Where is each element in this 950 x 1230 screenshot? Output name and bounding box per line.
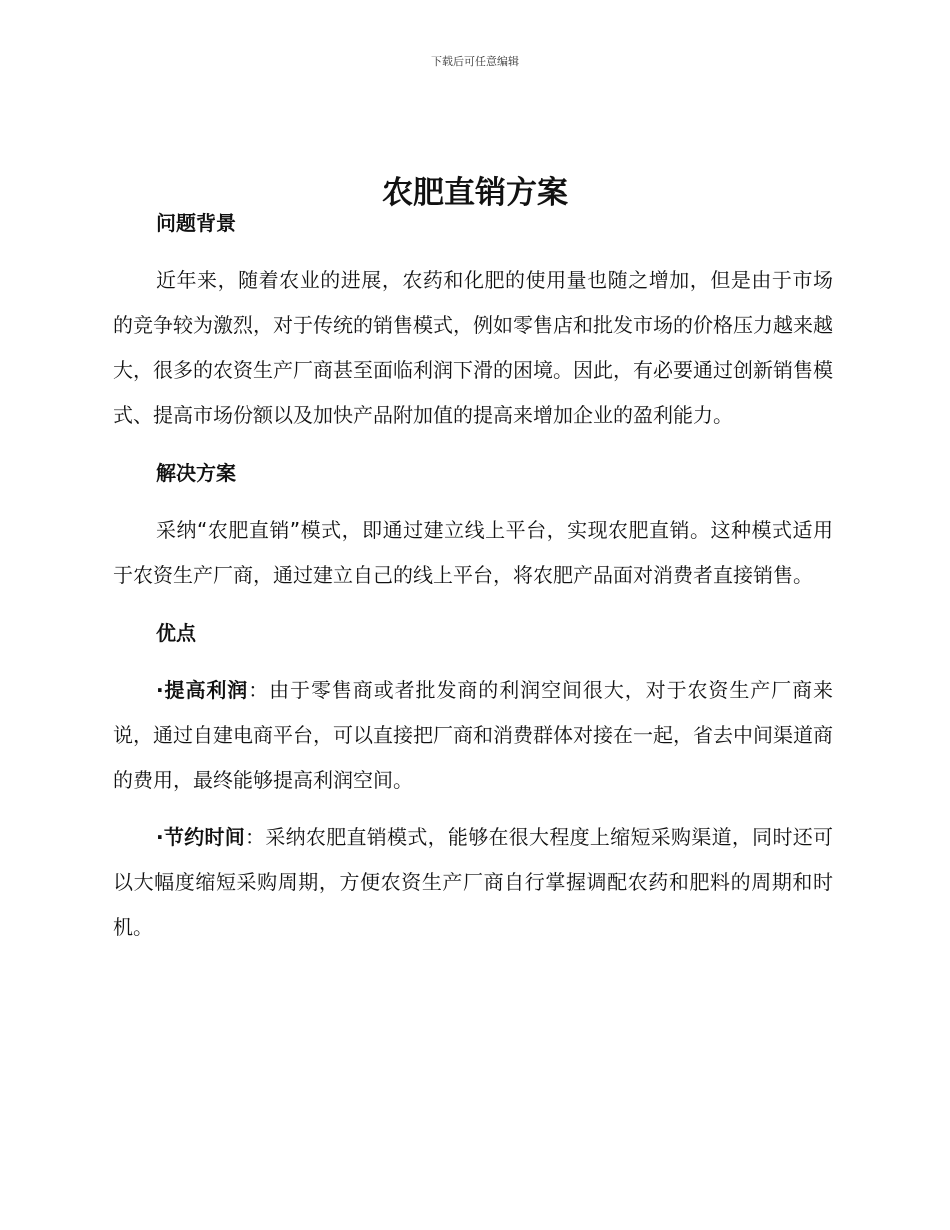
advantage-text-time: 采纳农肥直销模式，能够在很大程度上缩短采购渠道，同时还可以大幅度缩短采购周期，方便农资生产厂商自行掌握调配农药和肥料的周期和时机。	[113, 825, 834, 939]
bullet-dot: ·	[156, 678, 164, 702]
section-heading-advantages: 优点	[156, 621, 196, 645]
advantage-item-time	[113, 815, 833, 950]
section-heading-solution: 解决方案	[156, 461, 236, 485]
section-body-background: 近年来，随着农业的进展，农药和化肥的使用量也随之增加，但是由于市场的竞争较为激烈，对于传统的销售模式，例如零售店和批发市场的价格压力越来越大，很多的农资生产厂商甚至面临利润下滑的困境。因此，有必要通过创新销售模式、提高市场份额以及加快产品附加值的提高来增加企业的盈利能力。	[113, 268, 833, 427]
advantage-item-profit	[113, 668, 833, 803]
header-note: 下载后可任意编辑	[431, 55, 519, 68]
bullet-dot: ·	[156, 825, 164, 849]
section-heading-background: 问题背景	[156, 211, 236, 235]
label-separator: ：	[245, 825, 266, 849]
document-body	[113, 205, 833, 950]
document-title: 农肥直销方案	[382, 174, 568, 211]
advantage-label-time: 节约时间	[163, 825, 246, 849]
advantage-label-profit: 提高利润	[163, 678, 249, 702]
section-body-solution: 采纳“农肥直销”模式，即通过建立线上平台，实现农肥直销。这种模式适用于农资生产厂商，通过建立自己的线上平台，将农肥产品面对消费者直接销售。	[113, 518, 833, 587]
label-separator: ：	[248, 678, 270, 702]
advantage-text-profit: 由于零售商或者批发商的利润空间很大，对于农资生产厂商来说，通过自建电商平台，可以直接把厂商和消费群体对接在一起，省去中间渠道商的费用，最终能够提高利润空间。	[113, 678, 834, 792]
